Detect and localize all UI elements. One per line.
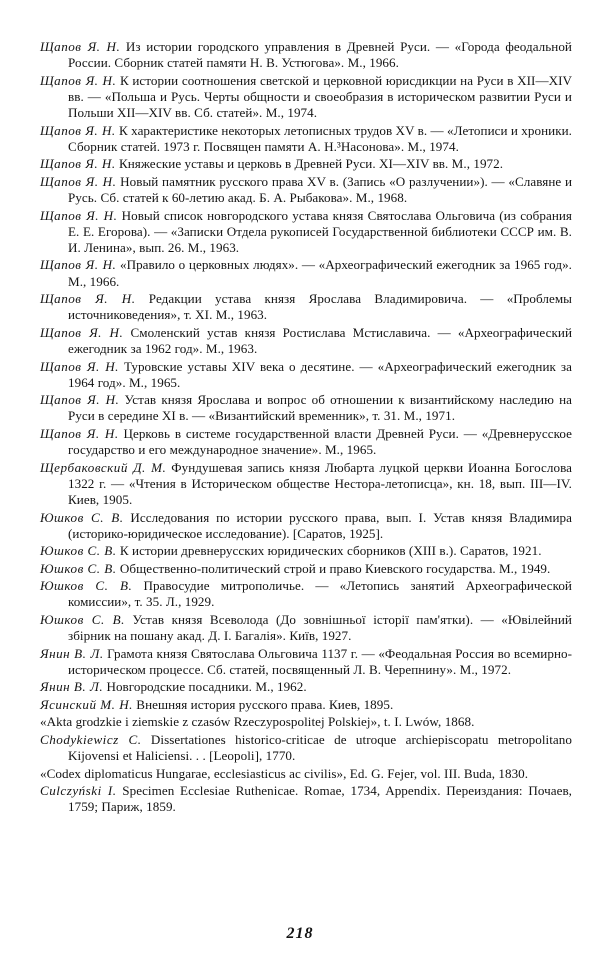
entry-text: Церковь в системе государственной власти Древней Руси. — «Древнерусское государство и его международное значение». М., 1965.	[68, 425, 572, 458]
entry-author: Юшков С. В.	[40, 611, 125, 627]
bibliography-entry	[40, 679, 572, 695]
bibliography-entry	[40, 561, 572, 577]
bibliography-entry	[40, 783, 572, 815]
bibliography-entry	[40, 612, 572, 644]
entry-author: Щапов Я. Н.	[40, 173, 117, 189]
bibliography-entry	[40, 460, 572, 509]
entry-text: К истории древнерусских юридических сборников (XIII в.). Саратов, 1921.	[119, 543, 542, 559]
entry-author: Щапов Я. Н.	[40, 156, 116, 172]
bibliography-list	[40, 39, 572, 817]
entry-text: «Правило о церковных людях». — «Археографический ежегодник за 1965 год». М., 1966.	[68, 257, 572, 289]
bibliography-entry	[40, 174, 572, 206]
entry-text: Смоленский устав князя Ростислава Мстиславича. — «Археографический ежегодник за 1962 год». М., 1963.	[68, 324, 572, 357]
bibliography-entry	[40, 543, 572, 559]
entry-text: «Codex diplomaticus Hungarae, ecclesiasticus ac civilis», Ed. G. Fejer, vol. III. Buda, 1830.	[40, 765, 529, 781]
bibliography-entry	[40, 392, 572, 424]
entry-text: К характеристике некоторых летописных трудов XV в. — «Летописи и хроники. Сборник статей. 1973 г. Посвящен памяти А. Н.³Насонова». М., 1974.	[68, 122, 572, 154]
entry-text: Грамота князя Святослава Ольговича 1137 г. — «Феодальная Россия во всемирно-историческом процессе. Сб. статей, посвященный Л. В. Черепнину». М., 1972.	[68, 645, 573, 677]
entry-author: Щапов Я. Н.	[40, 122, 116, 138]
entry-author: Щапов Я. Н.	[40, 257, 117, 273]
entry-text: Общественно-политический строй и право Киевского государства. М., 1949.	[119, 560, 551, 576]
entry-author: Юшков С. В.	[40, 509, 124, 525]
bibliography-entry	[40, 578, 572, 610]
bibliography-entry	[40, 697, 572, 713]
entry-author: Щапов Я. Н.	[40, 207, 118, 223]
entry-text: Туровские уставы XIV века о десятине. — «Археографический ежегодник за 1964 год». М., 1965.	[68, 358, 573, 390]
entry-author: Щапов Я. Н.	[40, 358, 119, 374]
bibliography-entry	[40, 156, 572, 172]
entry-text: «Akta grodzkie i ziemskie z czasów Rzeczypospolitej Polskiej», t. I. Lwów, 1868.	[40, 714, 475, 730]
bibliography-entry	[40, 714, 572, 730]
entry-author: Янин В. Л.	[40, 679, 104, 695]
entry-author: Culczyński I.	[40, 783, 117, 799]
entry-author: Щапов Я. Н.	[40, 291, 136, 307]
entry-text: К истории соотношения светской и церковной юрисдикции на Руси в XII—XIV вв. — «Польша и Русь. Черты общности и своеобразия в историческом развитии Руси и Польши XII—XIV вв. Сб. статей». М., 1974.	[68, 72, 573, 121]
entry-text: Правосудие митрополичье. — «Летопись занятий Археографической комиссии», т. 35. Л., 1929.	[68, 578, 572, 610]
entry-text: Устав князя Всеволода (До зовнішньої історії пам'ятки). — «Ювілейний збірник на пошану акад. Д. І. Багалія». Київ, 1927.	[68, 611, 572, 644]
entry-text: Княжеские уставы и церковь в Древней Руси. XI—XIV вв. М., 1972.	[118, 156, 504, 172]
bibliography-entry	[40, 766, 572, 782]
bibliography-entry	[40, 208, 572, 257]
bibliography-entry	[40, 73, 572, 122]
entry-author: Ясинский М. Н.	[40, 696, 133, 712]
entry-author: Щапов Я. Н.	[40, 324, 124, 340]
entry-text: Из истории городского управления в Древней Руси. — «Города феодальной России. Сборник статей памяти Н. В. Устюгова». М., 1966.	[68, 39, 572, 71]
bibliography-entry	[40, 732, 572, 764]
bibliography-entry	[40, 359, 572, 391]
entry-text: Новый памятник русского права XV в. (Запись «О разлучении»). — «Славяне и Русь. Сб. статей к 60-летию акад. Б. А. Рыбакова». М., 1968.	[68, 173, 573, 206]
entry-author: Юшков С. В.	[40, 560, 117, 576]
entry-text: Dissertationes historico-criticae de utroque archiepiscopatu metropolitano Kijovensi et Haliciensi. . . [Leopoli], 1770.	[68, 731, 572, 764]
bibliography-entry	[40, 257, 572, 289]
entry-text: Исследования по истории русского права, вып. I. Устав князя Владимира (историко-юридическое исследование). [Саратов, 1925].	[68, 509, 573, 541]
entry-author: Янин В. Л.	[40, 645, 104, 661]
entry-text: Фундушевая запись князя Любарта луцкой церкви Иоанна Богослова 1322 г. — «Чтения в Историческом обществе Нестора-летописца», кн. 18, вып. III—IV. Киев, 1905.	[68, 459, 572, 508]
entry-author: Щапов Я. Н.	[40, 72, 117, 88]
bibliography-entry	[40, 646, 572, 678]
entry-text: Новый список новгородского устава князя Святослава Ольговича (из собрания Е. Е. Егорова). — «Записки Отдела рукописей Государственной библиотеки СССР им. В. И. Ленина», вып. 26. М., 1963.	[68, 207, 573, 255]
entry-author: Юшков С. В.	[40, 543, 117, 559]
entry-author: Chodykiewicz C.	[40, 731, 142, 747]
entry-text: Редакции устава князя Ярослава Владимировича. — «Проблемы источниковедения», т. XI. М., 1963.	[68, 291, 573, 323]
bibliography-entry	[40, 426, 572, 458]
entry-author: Щапов Я. Н.	[40, 425, 119, 441]
entry-author: Юшков С. В.	[40, 578, 133, 594]
bibliography-entry	[40, 123, 572, 155]
entry-text: Specimen Ecclesiae Ruthenicae. Romae, 1734, Appendix. Переиздания: Почаев, 1759; Париж, 1859.	[68, 783, 573, 815]
entry-author: Щербаковский Д. М.	[40, 459, 167, 475]
entry-author: Щапов Я. Н.	[40, 392, 120, 408]
bibliography-entry	[40, 325, 572, 357]
entry-text: Новгородские посадники. М., 1962.	[106, 679, 307, 695]
bibliography-entry	[40, 510, 572, 542]
entry-text: Внешняя история русского права. Киев, 1895.	[136, 696, 394, 712]
bibliography-entry	[40, 39, 572, 71]
page-number: 218	[286, 925, 314, 942]
bibliography-entry	[40, 291, 572, 323]
entry-author: Щапов Я. Н.	[40, 39, 121, 54]
entry-text: Устав князя Ярослава и вопрос об отношении к византийскому наследию на Руси в середине XI в. — «Византийский временник», т. 31. М., 1971.	[68, 392, 573, 424]
